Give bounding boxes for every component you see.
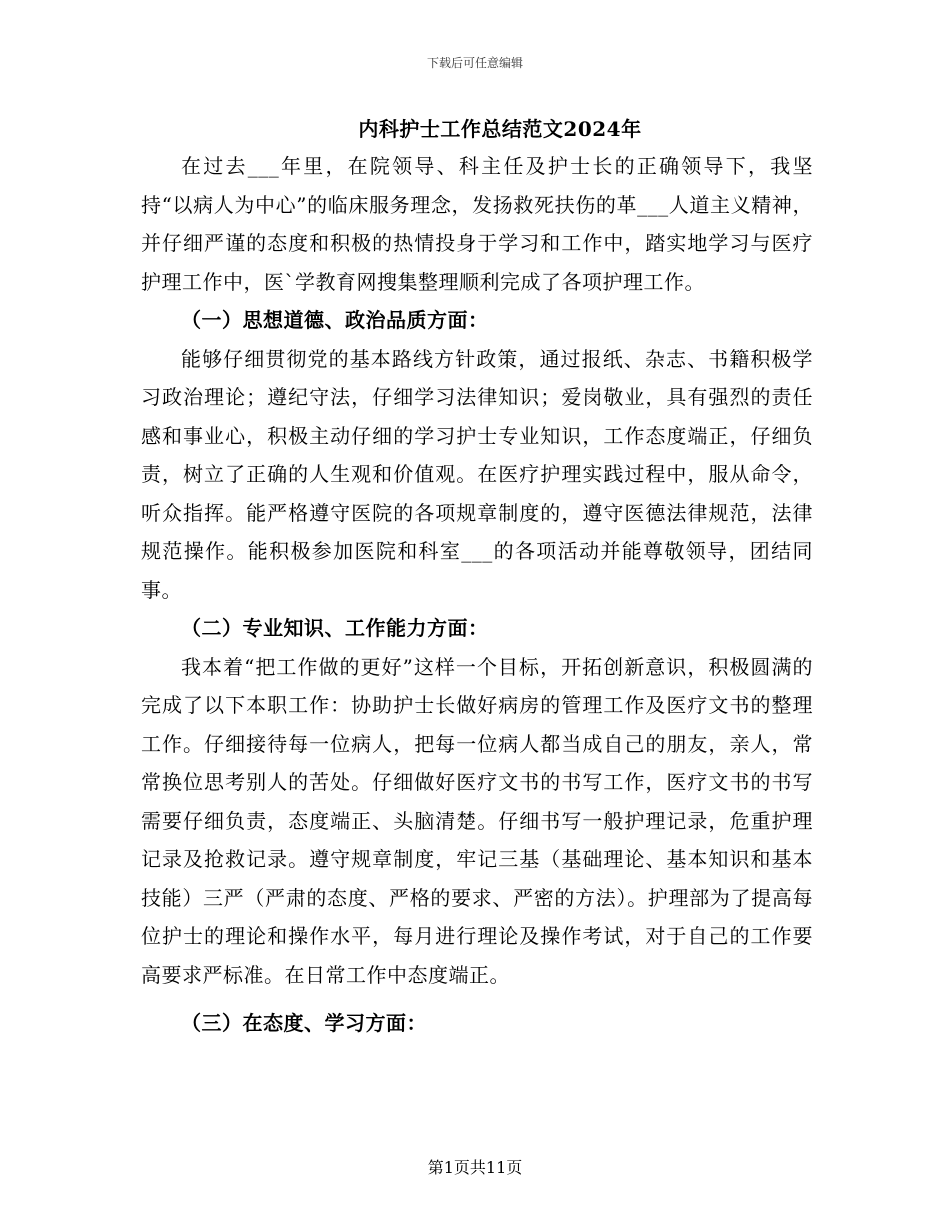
section-heading-1: （一）思想道德、政治品质方面： [181, 308, 489, 332]
document-body [141, 147, 813, 1043]
document-title: 内科护士工作总结范文2024年 [358, 117, 642, 141]
section-body-2: 我本着“把工作做的更好”这样一个目标，开拓创新意识，积极圆满的完成了以下本职工作：协助护士长做好病房的管理工作及医疗文书的整理工作。仔细接待每一位病人，把每一位病人都当成自己的朋友，亲人，常常换位思考别人的苦处。仔细做好医疗文书的书写工作，医疗文书的书写需要仔细负责，态度端正、头脑清楚。仔细书写一般护理记录，危重护理记录及抢救记录。遵守规章制度，牢记三基（基础理论、基本知识和基本技能）三严（严肃的态度、严格的要求、严密的方法）。护理部为了提高每位护士的理论和操作水平，每月进行理论及操作考试，对于自己的工作要高要求严标准。在日常工作中态度端正。 [141, 654, 813, 987]
section-body-1: 能够仔细贯彻党的基本路线方针政策，通过报纸、杂志、书籍积极学习政治理论；遵纪守法，仔细学习法律知识；爱岗敬业，具有强烈的责任感和事业心，积极主动仔细的学习护士专业知识，工作态度端正，仔细负责，树立了正确的人生观和价值观。在医疗护理实践过程中，服从命令，听众指挥。能严格遵守医院的各项规章制度的，遵守医德法律规范，法律规范操作。能积极参加医院和科室___的各项活动并能尊敬领导，团结同事。 [141, 346, 813, 602]
intro-paragraph: 在过去___年里，在院领导、科主任及护士长的正确领导下，我坚持“以病人为中心”的临床服务理念，发扬救死扶伤的革___人道主义精神，并仔细严谨的态度和积极的热情投身于学习和工作中，踏实地学习与医疗护理工作中，医`学教育网搜集整理顺利完成了各项护理工作。 [141, 154, 813, 294]
section-heading-2: （二）专业知识、工作能力方面： [181, 616, 489, 640]
section-heading-3: （三）在态度、学习方面： [181, 1011, 427, 1035]
page-footer: 第1页共11页 [427, 1158, 523, 1177]
header-note: 下载后可任意编辑 [426, 56, 523, 70]
